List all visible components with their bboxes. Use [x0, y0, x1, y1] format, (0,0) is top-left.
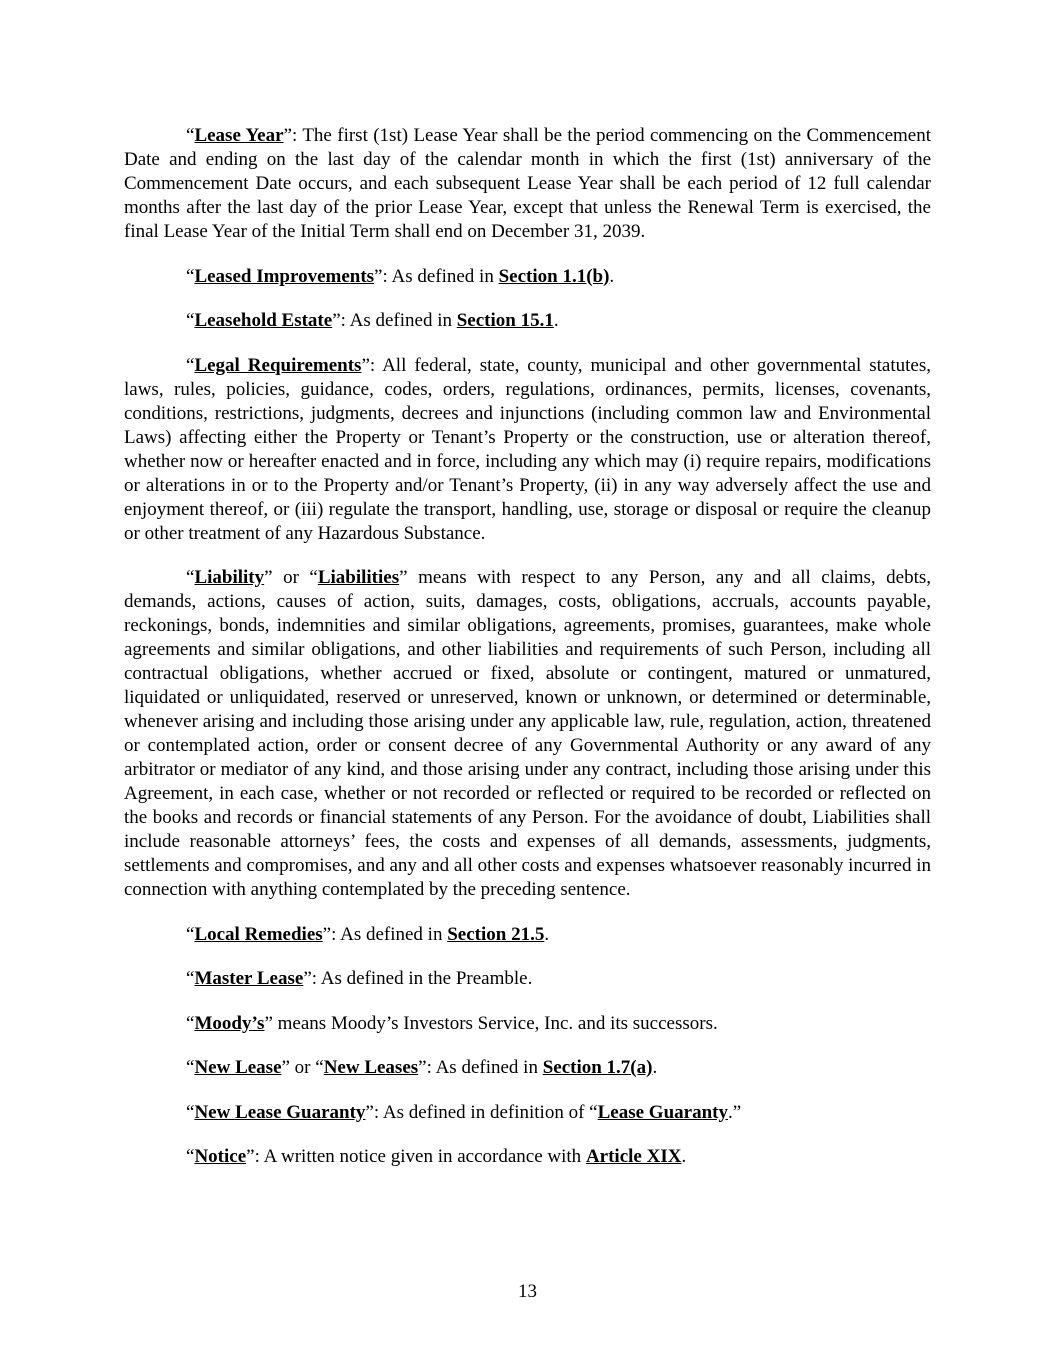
definition-end: . — [652, 1057, 658, 1078]
term-separator: ”: — [418, 1057, 436, 1078]
definition-lease-year: “Lease Year”: The first (1st) Lease Year shall be the period commencing on the Commencement Date and ending on the last day of the calendar month in which the first (1st) anniversary of the Commencement Date occurs, and each subsequent Lease Year shall be each period of 12 full calendar months after the last day of the prior Lease Year, except that unless the Renewal Term is exercised, the final Lease Year of the Initial Term shall end on December 31, 2039. — [124, 125, 931, 242]
defined-term: Liability — [194, 567, 265, 588]
term-separator: ”: — [303, 968, 321, 989]
definition-text: As defined in — [391, 265, 499, 287]
defined-term: Local Remedies — [194, 923, 323, 945]
defined-term: Notice — [194, 1146, 247, 1167]
defined-term: New Lease — [194, 1057, 282, 1078]
defined-term: Leasehold Estate — [194, 310, 333, 331]
section-reference: Section 15.1 — [456, 310, 554, 331]
term-conjunction: ” or “ — [281, 1057, 324, 1078]
page-number: 13 — [518, 1281, 537, 1302]
definition-text: As defined in — [349, 310, 457, 331]
defined-term: Leased Improvements — [194, 265, 375, 287]
defined-term: Master Lease — [194, 968, 304, 989]
section-reference: Section 21.5 — [447, 923, 545, 945]
definition-end: . — [609, 265, 615, 287]
definition-text: As defined in — [340, 923, 448, 945]
term-conjunction: ” or “ — [264, 567, 318, 588]
defined-term: Legal Requirements — [194, 354, 362, 376]
term-separator: ”: — [322, 923, 341, 945]
definition-text: As defined in the Preamble. — [320, 968, 533, 989]
term-separator: ”: — [365, 1101, 383, 1123]
term-separator: ”: — [283, 125, 303, 146]
definition-text: As defined in definition of “ — [382, 1101, 598, 1123]
definition-legal-requirements: “Legal Requirements”: All federal, state, county, municipal and other governmental statutes, laws, rules, policies, guidance, codes, orders, regulations, ordinances, permits, licenses, covenants, conditions, restrictions, judgments, decrees and injunctions (including common law and Environmental Laws) affecting either the Property or Tenant’s Property or the construction, use or alteration thereof, whether now or hereafter enacted and in force, including any which may (i) require repairs, modifications or alterations in or to the Property and/or Tenant’s Property, (ii) in any way adversely affect the use and enjoyment thereof, or (iii) regulate the transport, handling, use, storage or disposal or require the cleanup or other treatment of any Hazardous Substance. — [124, 354, 932, 544]
term-separator: ”: — [374, 265, 392, 287]
definition-notice: “Notice”: A written notice given in accordance with Article XIX. — [186, 1146, 687, 1167]
term-separator: ”: — [332, 310, 350, 331]
document-body — [124, 124, 931, 1190]
definition-new-lease: “New Lease” or “New Leases”: As defined in Section 1.7(a). — [186, 1057, 658, 1078]
definition-text: means with respect to any Person, any and all claims, debts, demands, actions, causes of action, suits, damages, costs, obligations, accruals, accounts payable, reckonings, bonds, indemnities and similar obligations, agreements, promises, guarantees, make whole agreements and similar obligations, and other liabilities and requirements of such Person, including all contractual obligations, whether accrued or fixed, absolute or contingent, matured or unmatured, liquidated or unliquidated, reserved or unreserved, known or unknown, or determined or determinable, whenever arising and including those arising under any applicable law, rule, regulation, action, threatened or contemplated action, order or consent decree of any Governmental Authority or any award of any arbitrator or mediator of any kind, and those arising under any contract, including those arising under this Agreement, in each case, whether or not recorded or reflected or required to be recorded or reflected on the books and records or financial statements of any Person. For the avoidance of doubt, Liabilities shall include reasonable attorneys’ fees, the costs and expenses of all demands, assessments, judgments, settlements and compromises, and any and all other costs and expenses whatsoever reasonably incurred in connection with anything contemplated by the preceding sentence. — [124, 567, 931, 900]
article-reference: Article XIX — [585, 1146, 682, 1167]
definition-leased-improvements: “Leased Improvements”: As defined in Section 1.1(b). — [186, 265, 615, 287]
definition-text: As defined in — [435, 1057, 543, 1078]
definition-text: All federal, state, county, municipal and other governmental statutes, laws, rules, policies, guidance, codes, orders, regulations, ordinances, permits, licenses, covenants, conditions, restrictions, judgments, decrees and injunctions (including common law and Environmental Laws) affecting either the Property or Tenant’s Property or the construction, use or alteration thereof, whether now or hereafter enacted and in force, including any which may (i) require repairs, modifications or alterations in or to the Property and/or Tenant’s Property, (ii) in any way adversely affect the use and enjoyment thereof, or (iii) regulate the transport, handling, use, storage or disposal or require the cleanup or other treatment of any Hazardous Substance. — [124, 354, 932, 544]
defined-term-alternate: New Leases — [323, 1057, 419, 1078]
definition-leasehold-estate: “Leasehold Estate”: As defined in Section 15.1. — [186, 310, 559, 331]
defined-term: Lease Year — [194, 125, 284, 146]
definition-end: . — [681, 1146, 687, 1167]
definition-liability: “Liability” or “Liabilities” means with respect to any Person, any and all claims, debts, demands, actions, causes of action, suits, damages, costs, obligations, accruals, accounts payable, reckonings, bonds, indemnities and similar obligations, agreements, promises, guarantees, make whole agreements and similar obligations, and other liabilities and requirements of such Person, including all contractual obligations, whether accrued or fixed, absolute or contingent, matured or unmatured, liquidated or unliquidated, reserved or unreserved, known or unknown, or determined or determinable, whenever arising and including those arising under any applicable law, rule, regulation, action, threatened or contemplated action, order or consent decree of any Governmental Authority or any award of any arbitrator or mediator of any kind, and those arising under any contract, including those arising under this Agreement, in each case, whether or not recorded or reflected or required to be recorded or reflected on the books and records or financial statements of any Person. For the avoidance of doubt, Liabilities shall include reasonable attorneys’ fees, the costs and expenses of all demands, assessments, judgments, settlements and compromises, and any and all other costs and expenses whatsoever reasonably incurred in connection with anything contemplated by the preceding sentence. — [124, 567, 931, 900]
term-separator: ”: — [246, 1146, 264, 1167]
definition-local-remedies: “Local Remedies”: As defined in Section 21.5. — [186, 923, 550, 945]
definition-text: A written notice given in accordance with — [263, 1146, 586, 1167]
definition-end: . — [544, 923, 550, 945]
term-separator: ”: — [361, 354, 383, 376]
definition-new-lease-guaranty: “New Lease Guaranty”: As defined in definition of “Lease Guaranty.” — [186, 1101, 742, 1123]
defined-term: Moody’s — [194, 1012, 265, 1034]
term-reference: Lease Guaranty — [597, 1101, 728, 1123]
section-reference: Section 1.7(a) — [542, 1057, 653, 1078]
section-reference: Section 1.1(b) — [498, 265, 610, 287]
definition-moodys: “Moody’s” means Moody’s Investors Service, Inc. and its successors. — [186, 1012, 718, 1034]
term-separator: ” — [399, 567, 419, 588]
definition-end: .” — [727, 1101, 742, 1123]
definition-text: means Moody’s Investors Service, Inc. and its successors. — [277, 1012, 718, 1034]
definition-end: . — [553, 310, 559, 331]
defined-term: New Lease Guaranty — [194, 1101, 366, 1123]
definition-master-lease: “Master Lease”: As defined in the Preamble. — [186, 968, 533, 989]
defined-term-alternate: Liabilities — [317, 567, 400, 588]
term-separator: ” — [264, 1012, 278, 1034]
definition-text: The first (1st) Lease Year shall be the period commencing on the Commencement Date and ending on the last day of the calendar month in which the first (1st) anniversary of the Commencement Date occurs, and each subsequent Lease Year shall be each period of 12 full calendar months after the last day of the prior Lease Year, except that unless the Renewal Term is exercised, the final Lease Year of the Initial Term shall end on December 31, 2039. — [124, 125, 931, 242]
